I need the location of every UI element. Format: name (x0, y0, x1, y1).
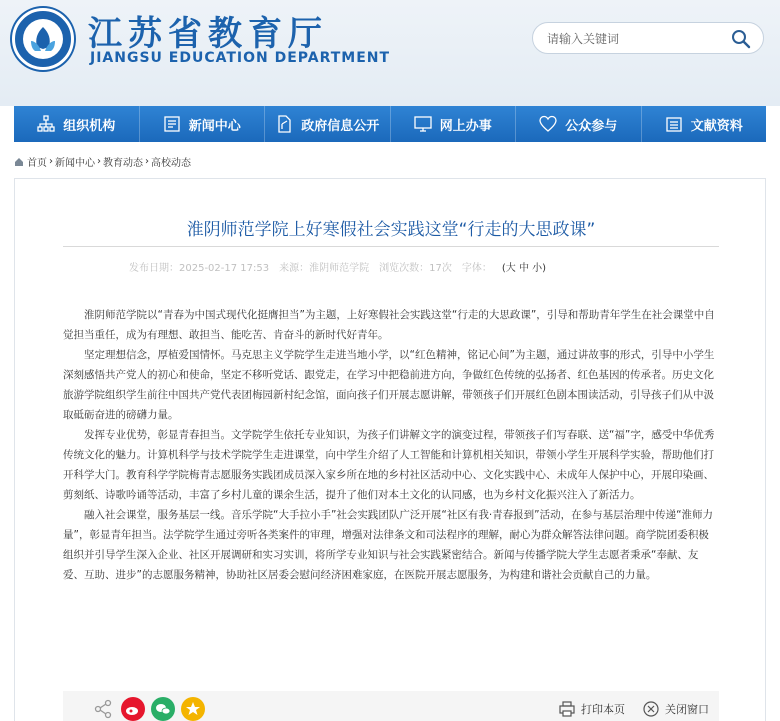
breadcrumb-home[interactable]: 首页 (27, 158, 47, 169)
logo-emblem-icon (23, 19, 63, 59)
nav-label: 组织机构 (63, 118, 116, 134)
site-title: 江苏省教育厅 (88, 14, 328, 54)
share-icon[interactable] (93, 699, 113, 719)
breadcrumb-separator: › (97, 156, 101, 167)
nav-item-org[interactable] (14, 106, 140, 142)
close-icon (643, 701, 659, 717)
breadcrumb-college-news[interactable]: 高校动态 (151, 158, 191, 169)
nav-label: 文献资料 (690, 118, 743, 134)
main-nav (14, 106, 766, 142)
article-container (14, 178, 766, 721)
font-size-label: 字体： (461, 263, 492, 274)
search-icon[interactable] (731, 29, 751, 49)
weibo-share-icon[interactable] (121, 697, 145, 721)
article-paragraph: 发挥专业优势，彰显青春担当。文学院学生依托专业知识，为孩子们讲解文字的演变过程，带领孩子们写春联、送“福”字，感受中华优秀传统文化的魅力。计算机科学与技术学院学生走进课堂，向中学生介绍了人工智能和计算机相关知识，带领小学生开展科学实验，帮助他们打开科学大门。教育科学学院梅青志愿服务实践团成员深入家乡所在地的乡村社区活动中心、文化实践中心、未成年人保护中心，开展印染画、剪刻纸、诗歌吟诵等活动，丰富了乡村儿童的课余生活，提升了他们对本土文化的认同感，也为乡村文化振兴注入了新活力。 (63, 429, 715, 501)
nav-item-public[interactable] (516, 106, 642, 142)
nav-item-gov-info[interactable] (265, 106, 391, 142)
article-meta (129, 259, 556, 274)
qzone-share-icon[interactable] (181, 697, 205, 721)
article-title: 淮阴师范学院上好寒假社会实践这堂“行走的大思政课” (186, 220, 596, 240)
wechat-share-icon[interactable] (151, 697, 175, 721)
breadcrumb (14, 154, 191, 169)
article-paragraph: 融入社会课堂，服务基层一线。音乐学院“大手拉小手”社会实践团队广泛开展“社区有我·青春报到”活动，在参与基层治理中传递“淮师力量”，彰显青年担当。法学院学生通过旁听各类案件的审理，增强对法律条文和司法程序的理解，耐心为群众解答法律问题。商学院团委积极组织并引导学生深入企业、社区开展调研和实习实训，将所学专业知识与社会实践紧密结合。新闻与传播学院大学生志愿者秉承“奉献、友爱、互助、进步”的志愿服务精神，协助社区居委会慰问经济困难家庭，在医院开展志愿服务，为构建和谐社会贡献自己的力量。 (63, 509, 714, 581)
article-paragraph: 坚定理想信念，厚植爱国情怀。马克思主义学院学生走进当地小学，以“红色精神，铭记心间”为主题，通过讲故事的形式，引导中小学生深刻感悟共产党人的初心和使命，坚定不移听党话、跟党走，在学习中把稳前进方向，争做红色传统的弘扬者、红色基因的传承者。历史文化旅游学院组织学生前往中国共产党代表团梅园新村纪念馆，面向孩子们开展志愿讲解，带领孩子们开展红色剧本围读活动，引导孩子们从中汲取砥砺奋进的磅礴力量。 (63, 349, 715, 421)
article-date: 发布日期：2025-02-17 17:53 (129, 263, 270, 274)
font-size-small[interactable]: 小 (532, 263, 543, 274)
document-icon (275, 115, 293, 133)
home-icon (14, 157, 24, 167)
site-subtitle: JIANGSU EDUCATION DEPARTMENT (90, 50, 391, 66)
search-box (532, 22, 764, 54)
nav-label: 网上办事 (439, 118, 492, 134)
nav-item-docs[interactable] (642, 106, 767, 142)
printer-icon (559, 701, 575, 717)
article-source: 来源：淮阴师范学院 (279, 263, 370, 274)
close-label: 关闭窗口 (665, 703, 709, 716)
print-page-button[interactable] (559, 701, 625, 717)
title-divider (63, 246, 719, 247)
close-window-button[interactable] (643, 701, 709, 717)
monitor-icon (414, 115, 432, 133)
font-size-medium[interactable]: 中 (518, 263, 529, 274)
breadcrumb-news[interactable]: 新闻中心 (55, 158, 95, 169)
breadcrumb-edu-news[interactable]: 教育动态 (103, 158, 143, 169)
print-label: 打印本页 (581, 703, 625, 716)
article-body (63, 305, 719, 585)
search-input[interactable] (547, 29, 727, 49)
breadcrumb-separator: › (49, 156, 53, 167)
article-paragraph: 淮阴师范学院以“青春为中国式现代化挺膺担当”为主题，上好寒假社会实践这堂“行走的大思政课”，引导和帮助青年学生在社会课堂中自觉担当重任，成为有理想、敢担当、能吃苦、肯奋斗的新时代好青年。 (63, 309, 715, 341)
nav-label: 政府信息公开 (301, 118, 380, 134)
breadcrumb-separator: › (145, 156, 149, 167)
share-bar (63, 691, 719, 721)
news-icon (163, 115, 181, 133)
font-size-large[interactable]: 大 (505, 263, 516, 274)
article-views: 浏览次数：17次 (379, 263, 452, 274)
nav-item-news[interactable] (140, 106, 266, 142)
books-icon (665, 115, 683, 133)
site-logo[interactable] (12, 8, 74, 70)
nav-item-online[interactable] (391, 106, 517, 142)
org-chart-icon (37, 115, 55, 133)
heart-icon (539, 115, 557, 133)
font-size-switcher: (大 中 小) (501, 263, 547, 274)
nav-label: 公众参与 (565, 118, 618, 134)
site-header (0, 0, 780, 106)
nav-label: 新闻中心 (188, 118, 241, 134)
